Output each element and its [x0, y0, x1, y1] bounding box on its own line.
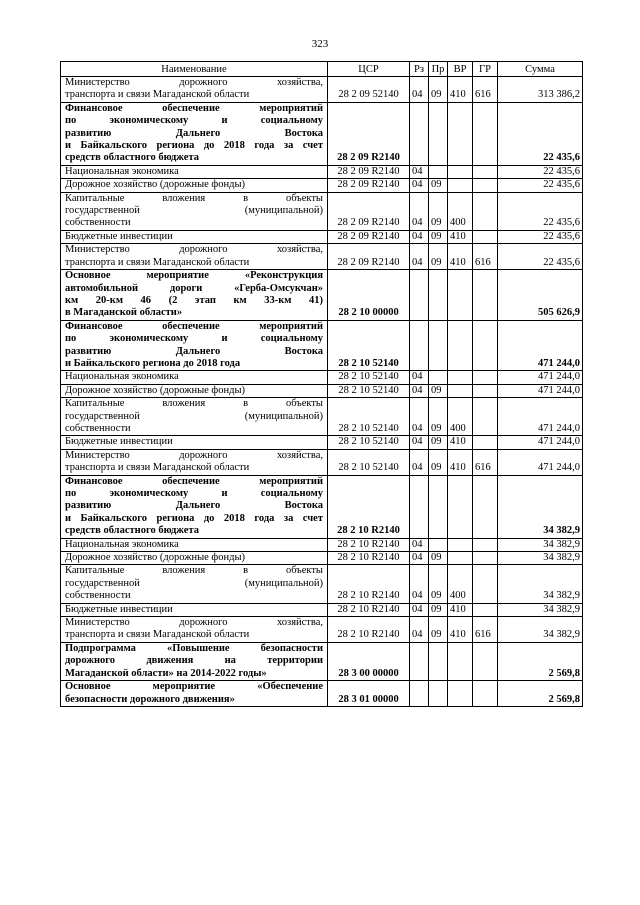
- row-vr: 410: [448, 77, 473, 103]
- row-name-line: государственной (муниципальной): [65, 577, 323, 589]
- row-name: [61, 179, 328, 192]
- row-name-line: Национальная экономика: [65, 165, 179, 177]
- row-csr: 28 2 10 R2140: [328, 617, 410, 643]
- row-name-line: транспорта и связи Магаданской области: [65, 256, 250, 268]
- row-name-line: Подпрограмма «Повышение безопасности: [65, 642, 323, 654]
- row-rz: 04: [410, 436, 429, 449]
- row-rz: 04: [410, 449, 429, 475]
- table-row: [61, 603, 583, 616]
- row-gr: [473, 179, 498, 192]
- header-gr: ГР: [473, 62, 498, 77]
- header-name: Наименование: [61, 62, 328, 77]
- row-gr: [473, 270, 498, 321]
- row-sum: 22 435,6: [498, 192, 583, 230]
- row-sum: 34 382,9: [498, 603, 583, 616]
- row-rz: 04: [410, 552, 429, 565]
- row-name-line: Дорожное хозяйство (дорожные фонды): [65, 384, 246, 396]
- row-csr: 28 2 10 R2140: [328, 552, 410, 565]
- row-pr: [429, 270, 448, 321]
- row-name-line: и Байкальского региона до 2018 года за счет: [65, 140, 323, 152]
- row-vr: [448, 475, 473, 538]
- table-row: [61, 77, 583, 103]
- row-name: [61, 436, 328, 449]
- row-pr: [429, 165, 448, 178]
- row-rz: 04: [410, 603, 429, 616]
- row-gr: [473, 436, 498, 449]
- row-csr: 28 2 10 52140: [328, 436, 410, 449]
- row-gr: 616: [473, 77, 498, 103]
- row-rz: 04: [410, 371, 429, 384]
- row-csr: 28 2 10 R2140: [328, 538, 410, 551]
- row-name-line: дорожного движения на территории: [65, 655, 323, 667]
- row-csr: 28 2 09 R2140: [328, 179, 410, 192]
- row-vr: [448, 270, 473, 321]
- row-name-line: безопасности дорожного движения»: [65, 693, 235, 705]
- row-vr: [448, 102, 473, 165]
- row-csr: 28 2 10 52140: [328, 371, 410, 384]
- row-pr: [429, 642, 448, 680]
- row-gr: [473, 320, 498, 371]
- row-pr: 09: [429, 552, 448, 565]
- row-gr: [473, 165, 498, 178]
- table-row: [61, 102, 583, 165]
- row-csr: 28 3 00 00000: [328, 642, 410, 680]
- row-sum: 22 435,6: [498, 165, 583, 178]
- row-name-line: Бюджетные инвестиции: [65, 603, 173, 615]
- header-csr: ЦСР: [328, 62, 410, 77]
- row-pr: 09: [429, 192, 448, 230]
- row-name-line: и Байкальского региона до 2018 года за счет: [65, 512, 323, 524]
- row-name-line: Министерство дорожного хозяйства,: [65, 617, 323, 629]
- row-name: [61, 320, 328, 371]
- row-sum: 22 435,6: [498, 179, 583, 192]
- row-sum: 34 382,9: [498, 565, 583, 603]
- row-name: [61, 398, 328, 436]
- row-gr: [473, 384, 498, 397]
- row-name-line: Основное мероприятие «Реконструкция: [65, 270, 323, 282]
- row-vr: [448, 552, 473, 565]
- row-vr: [448, 179, 473, 192]
- row-pr: [429, 320, 448, 371]
- row-rz: 04: [410, 179, 429, 192]
- row-rz: 04: [410, 617, 429, 643]
- row-rz: 04: [410, 384, 429, 397]
- row-name-line: Национальная экономика: [65, 371, 179, 383]
- row-sum: 34 382,9: [498, 475, 583, 538]
- table-row: [61, 475, 583, 538]
- row-csr: 28 2 10 00000: [328, 270, 410, 321]
- row-name-line: транспорта и связи Магаданской области: [65, 629, 250, 641]
- row-name: [61, 270, 328, 321]
- header-vr: ВР: [448, 62, 473, 77]
- budget-table: [60, 61, 583, 707]
- table-row: [61, 538, 583, 551]
- row-vr: [448, 165, 473, 178]
- row-sum: 34 382,9: [498, 617, 583, 643]
- row-pr: 09: [429, 384, 448, 397]
- row-name-line: по экономическому и социальному: [65, 488, 323, 499]
- row-name-line: Капитальные вложения в объекты: [65, 565, 323, 577]
- row-name: [61, 475, 328, 538]
- row-name-line: в Магаданской области»: [65, 307, 183, 319]
- row-gr: [473, 552, 498, 565]
- row-vr: [448, 320, 473, 371]
- table-row: [61, 270, 583, 321]
- row-gr: [473, 398, 498, 436]
- row-gr: [473, 371, 498, 384]
- row-sum: 2 569,8: [498, 642, 583, 680]
- row-csr: 28 2 10 R2140: [328, 565, 410, 603]
- row-vr: 410: [448, 436, 473, 449]
- table-row: [61, 320, 583, 371]
- row-name: [61, 681, 328, 707]
- row-pr: 09: [429, 449, 448, 475]
- row-name-line: автомобильной дороги «Герба-Омсукчан»: [65, 282, 323, 294]
- row-sum: 471 244,0: [498, 449, 583, 475]
- row-pr: 09: [429, 603, 448, 616]
- table-row: [61, 642, 583, 680]
- row-gr: [473, 603, 498, 616]
- row-pr: 09: [429, 230, 448, 243]
- row-rz: 04: [410, 77, 429, 103]
- row-name-line: государственной (муниципальной): [65, 410, 323, 422]
- row-sum: 505 626,9: [498, 270, 583, 321]
- row-sum: 34 382,9: [498, 538, 583, 551]
- row-name: [61, 230, 328, 243]
- row-vr: 410: [448, 230, 473, 243]
- row-csr: 28 2 10 R2140: [328, 475, 410, 538]
- row-sum: 471 244,0: [498, 384, 583, 397]
- row-gr: [473, 475, 498, 538]
- table-row: [61, 192, 583, 230]
- row-pr: 09: [429, 617, 448, 643]
- row-pr: 09: [429, 77, 448, 103]
- table-row: [61, 384, 583, 397]
- row-csr: 28 2 09 R2140: [328, 230, 410, 243]
- row-name-line: Бюджетные инвестиции: [65, 230, 173, 242]
- row-name: [61, 617, 328, 643]
- row-name-line: развитию Дальнего Востока: [65, 127, 323, 139]
- row-name-line: Бюджетные инвестиции: [65, 436, 173, 448]
- row-sum: 22 435,6: [498, 244, 583, 270]
- row-rz: 04: [410, 230, 429, 243]
- row-name-line: Дорожное хозяйство (дорожные фонды): [65, 179, 246, 191]
- row-name-line: государственной (муниципальной): [65, 205, 323, 217]
- row-pr: [429, 102, 448, 165]
- row-gr: [473, 230, 498, 243]
- row-rz: 04: [410, 565, 429, 603]
- row-name-line: Министерство дорожного хозяйства,: [65, 449, 323, 461]
- row-name: [61, 244, 328, 270]
- row-name-line: Министерство дорожного хозяйства,: [65, 244, 323, 256]
- row-name: [61, 565, 328, 603]
- row-vr: 400: [448, 398, 473, 436]
- row-sum: 22 435,6: [498, 102, 583, 165]
- table-row: [61, 371, 583, 384]
- row-name: [61, 384, 328, 397]
- row-rz: [410, 475, 429, 538]
- row-pr: 09: [429, 398, 448, 436]
- row-csr: 28 2 09 R2140: [328, 244, 410, 270]
- row-name-line: Основное мероприятие «Обеспечение: [65, 681, 323, 693]
- row-name-line: Национальная экономика: [65, 538, 179, 550]
- row-name: [61, 449, 328, 475]
- row-gr: [473, 565, 498, 603]
- row-csr: 28 2 10 R2140: [328, 603, 410, 616]
- row-name-line: развитию Дальнего Востока: [65, 500, 323, 512]
- table-row: [61, 179, 583, 192]
- row-rz: 04: [410, 244, 429, 270]
- table-row: [61, 565, 583, 603]
- row-name-line: по экономическому и социальному: [65, 115, 323, 127]
- row-csr: 28 2 10 52140: [328, 384, 410, 397]
- row-csr: 28 2 09 R2140: [328, 102, 410, 165]
- row-gr: [473, 681, 498, 707]
- row-name-line: собственности: [65, 422, 131, 434]
- row-rz: 04: [410, 165, 429, 178]
- row-vr: 410: [448, 617, 473, 643]
- row-rz: [410, 642, 429, 680]
- row-rz: [410, 681, 429, 707]
- row-name: [61, 371, 328, 384]
- row-name: [61, 642, 328, 680]
- row-name-line: Капитальные вложения в объекты: [65, 192, 323, 204]
- row-sum: 471 244,0: [498, 320, 583, 371]
- table-row: [61, 398, 583, 436]
- row-rz: 04: [410, 538, 429, 551]
- row-csr: 28 2 10 52140: [328, 320, 410, 371]
- row-gr: 616: [473, 617, 498, 643]
- row-vr: [448, 371, 473, 384]
- row-gr: 616: [473, 449, 498, 475]
- row-name-line: транспорта и связи Магаданской области: [65, 462, 250, 474]
- row-gr: [473, 642, 498, 680]
- row-csr: 28 2 10 52140: [328, 398, 410, 436]
- row-pr: [429, 371, 448, 384]
- row-vr: 410: [448, 449, 473, 475]
- row-sum: 471 244,0: [498, 398, 583, 436]
- table-row: [61, 617, 583, 643]
- row-name-line: транспорта и связи Магаданской области: [65, 89, 250, 101]
- row-rz: [410, 320, 429, 371]
- row-pr: [429, 681, 448, 707]
- row-name: [61, 192, 328, 230]
- row-name: [61, 77, 328, 103]
- row-name-line: собственности: [65, 590, 131, 602]
- row-name-line: Финансовое обеспечение мероприятий: [65, 320, 323, 332]
- row-rz: [410, 102, 429, 165]
- row-vr: 410: [448, 603, 473, 616]
- row-name: [61, 603, 328, 616]
- row-name: [61, 165, 328, 178]
- row-name: [61, 538, 328, 551]
- row-name: [61, 552, 328, 565]
- row-sum: 471 244,0: [498, 371, 583, 384]
- table-row: [61, 244, 583, 270]
- row-rz: 04: [410, 192, 429, 230]
- row-sum: 2 569,8: [498, 681, 583, 707]
- page-number: 323: [311, 38, 329, 50]
- row-pr: [429, 475, 448, 538]
- row-sum: 471 244,0: [498, 436, 583, 449]
- row-pr: 09: [429, 179, 448, 192]
- row-rz: 04: [410, 398, 429, 436]
- row-name-line: по экономическому и социальному: [65, 333, 323, 345]
- row-rz: [410, 270, 429, 321]
- row-gr: [473, 192, 498, 230]
- row-pr: 09: [429, 436, 448, 449]
- header-rz: Рз: [410, 62, 429, 77]
- row-csr: 28 2 09 R2140: [328, 192, 410, 230]
- row-gr: [473, 102, 498, 165]
- row-name-line: Магаданской области» на 2014-2022 годы»: [65, 667, 267, 679]
- row-name-line: средств областного бюджета: [65, 152, 199, 164]
- row-name-line: км 20-км 46 (2 этап км 33-км 41): [65, 294, 323, 306]
- row-name: [61, 102, 328, 165]
- row-name-line: собственности: [65, 217, 131, 229]
- row-name-line: средств областного бюджета: [65, 525, 199, 537]
- row-csr: 28 3 01 00000: [328, 681, 410, 707]
- row-sum: 34 382,9: [498, 552, 583, 565]
- row-pr: 09: [429, 565, 448, 603]
- table-row: [61, 449, 583, 475]
- row-pr: 09: [429, 244, 448, 270]
- row-sum: 22 435,6: [498, 230, 583, 243]
- row-sum: 313 386,2: [498, 77, 583, 103]
- row-name-line: Дорожное хозяйство (дорожные фонды): [65, 552, 246, 564]
- row-vr: 400: [448, 565, 473, 603]
- table-row: [61, 681, 583, 707]
- table-row: [61, 436, 583, 449]
- row-name-line: Финансовое обеспечение мероприятий: [65, 102, 323, 114]
- row-pr: [429, 538, 448, 551]
- header-sum: Сумма: [498, 62, 583, 77]
- row-csr: 28 2 09 52140: [328, 77, 410, 103]
- table-header-row: [61, 62, 583, 77]
- row-vr: 410: [448, 244, 473, 270]
- row-name-line: Капитальные вложения в объекты: [65, 398, 323, 410]
- row-gr: 616: [473, 244, 498, 270]
- row-csr: 28 2 10 52140: [328, 449, 410, 475]
- row-name-line: и Байкальского региона до 2018 года: [65, 357, 241, 369]
- table-row: [61, 165, 583, 178]
- table-row: [61, 230, 583, 243]
- row-vr: [448, 642, 473, 680]
- row-vr: 400: [448, 192, 473, 230]
- row-vr: [448, 384, 473, 397]
- row-name-line: развитию Дальнего Востока: [65, 345, 323, 357]
- row-name-line: Министерство дорожного хозяйства,: [65, 77, 323, 88]
- table-row: [61, 552, 583, 565]
- row-csr: 28 2 09 R2140: [328, 165, 410, 178]
- row-name-line: Финансовое обеспечение мероприятий: [65, 475, 323, 487]
- row-vr: [448, 681, 473, 707]
- row-gr: [473, 538, 498, 551]
- header-pr: Пр: [429, 62, 448, 77]
- row-vr: [448, 538, 473, 551]
